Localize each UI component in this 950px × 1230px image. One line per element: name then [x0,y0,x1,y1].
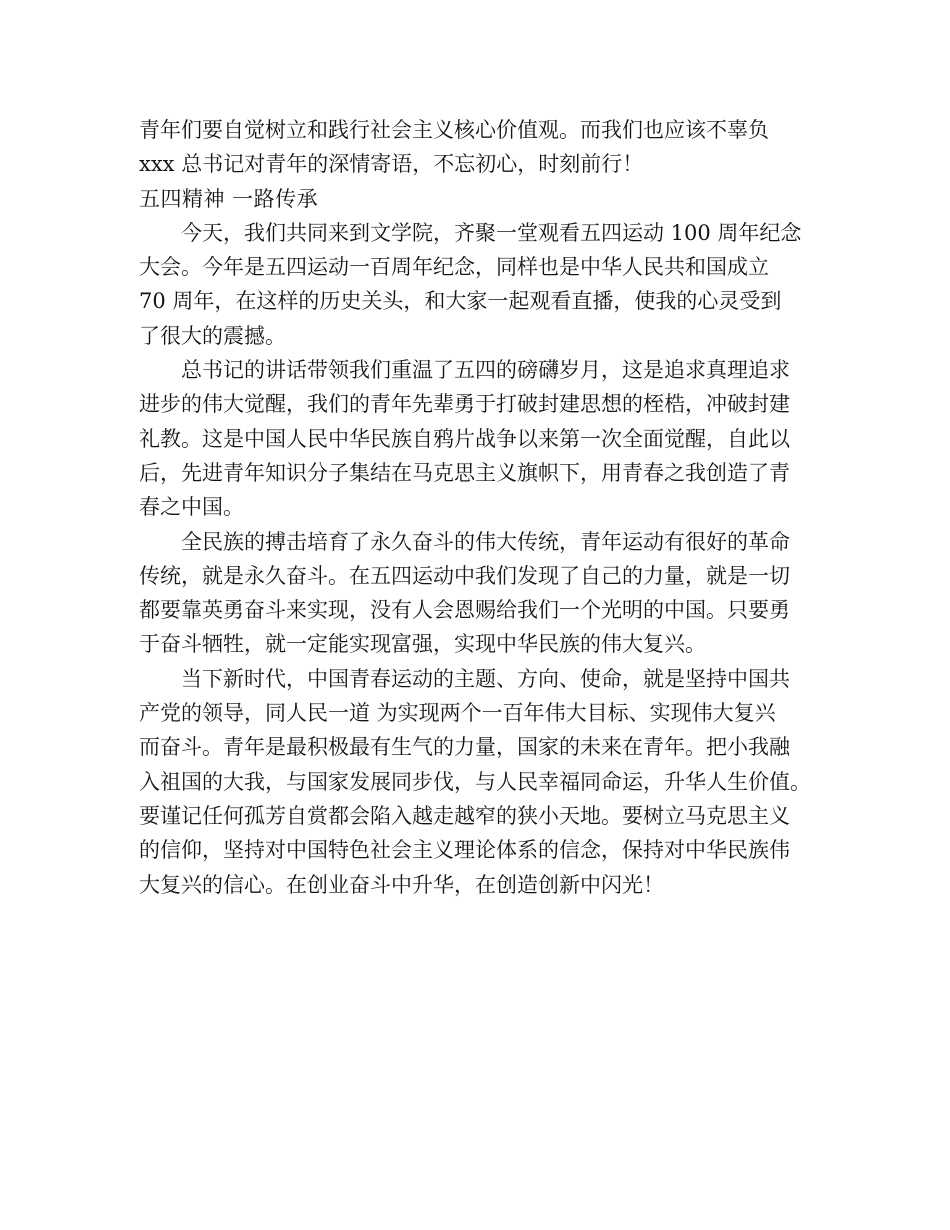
text-line: 都要靠英勇奋斗来实现，没有人会恩赐给我们一个光明的中国。只要勇 [139,598,790,623]
text-line: 产党的领导，同人民一道 为实现两个一百年伟大目标、实现伟大复兴 [139,701,776,726]
text-line: 的信仰，坚持对中国特色社会主义理论体系的信念，保持对中华民族伟 [139,838,790,863]
text-line: 总书记的讲话带领我们重温了五四的磅礴岁月，这是追求真理追求 [181,358,790,383]
paragraph [139,216,817,353]
text-line: 进步的伟大觉醒，我们的青年先辈勇于打破封建思想的桎梏，冲破封建 [139,392,790,417]
text-line: 了很大的震撼。 [139,323,286,348]
text-line: 70 周年，在这样的历史关头，和大家一起观看直播，使我的心灵受到 [139,289,782,314]
text-line: 传统，就是永久奋斗。在五四运动中我们发现了自己的力量，就是一切 [139,563,790,588]
text-line: 春之中国。 [139,495,244,520]
text-line: 当下新时代，中国青春运动的主题、方向、使命，就是坚持中国共 [181,666,790,691]
paragraph [139,662,817,902]
text-line: 后，先进青年知识分子集结在马克思主义旗帜下，用青春之我创造了青 [139,460,790,485]
text-line: xxx 总书记对青年的深情寄语，不忘初心，时刻前行！ [139,152,644,177]
text-line: 而奋斗。青年是最积极最有生气的力量，国家的未来在青年。把小我融 [139,735,790,760]
text-line: 全民族的搏击培育了永久奋斗的伟大传统，青年运动有很好的革命 [181,529,790,554]
document-body [139,113,817,902]
paragraph-continuation [139,113,817,182]
text-line: 入祖国的大我，与国家发展同步伐，与人民幸福同命运，升华人生价值。 [139,769,811,794]
text-line: 于奋斗牺牲，就一定能实现富强，实现中华民族的伟大复兴。 [139,632,706,657]
section-heading [139,182,817,216]
text-line: 大复兴的信心。在创业奋斗中升华，在创造创新中闪光！ [139,872,664,897]
paragraph [139,353,817,524]
text-line: 大会。今年是五四运动一百周年纪念，同样也是中华人民共和国成立 [139,255,769,280]
paragraph [139,525,817,662]
text-line: 要谨记任何孤芳自赏都会陷入越走越窄的狭小天地。要树立马克思主义 [139,803,790,828]
text-line: 礼教。这是中国人民中华民族自鸦片战争以来第一次全面觉醒，自此以 [139,426,790,451]
text-line: 青年们要自觉树立和践行社会主义核心价值观。而我们也应该不辜负 [139,118,769,142]
text-line: 今天，我们共同来到文学院，齐聚一堂观看五四运动 100 周年纪念 [181,220,802,245]
section-title: 五四精神 一路传承 [139,186,319,211]
